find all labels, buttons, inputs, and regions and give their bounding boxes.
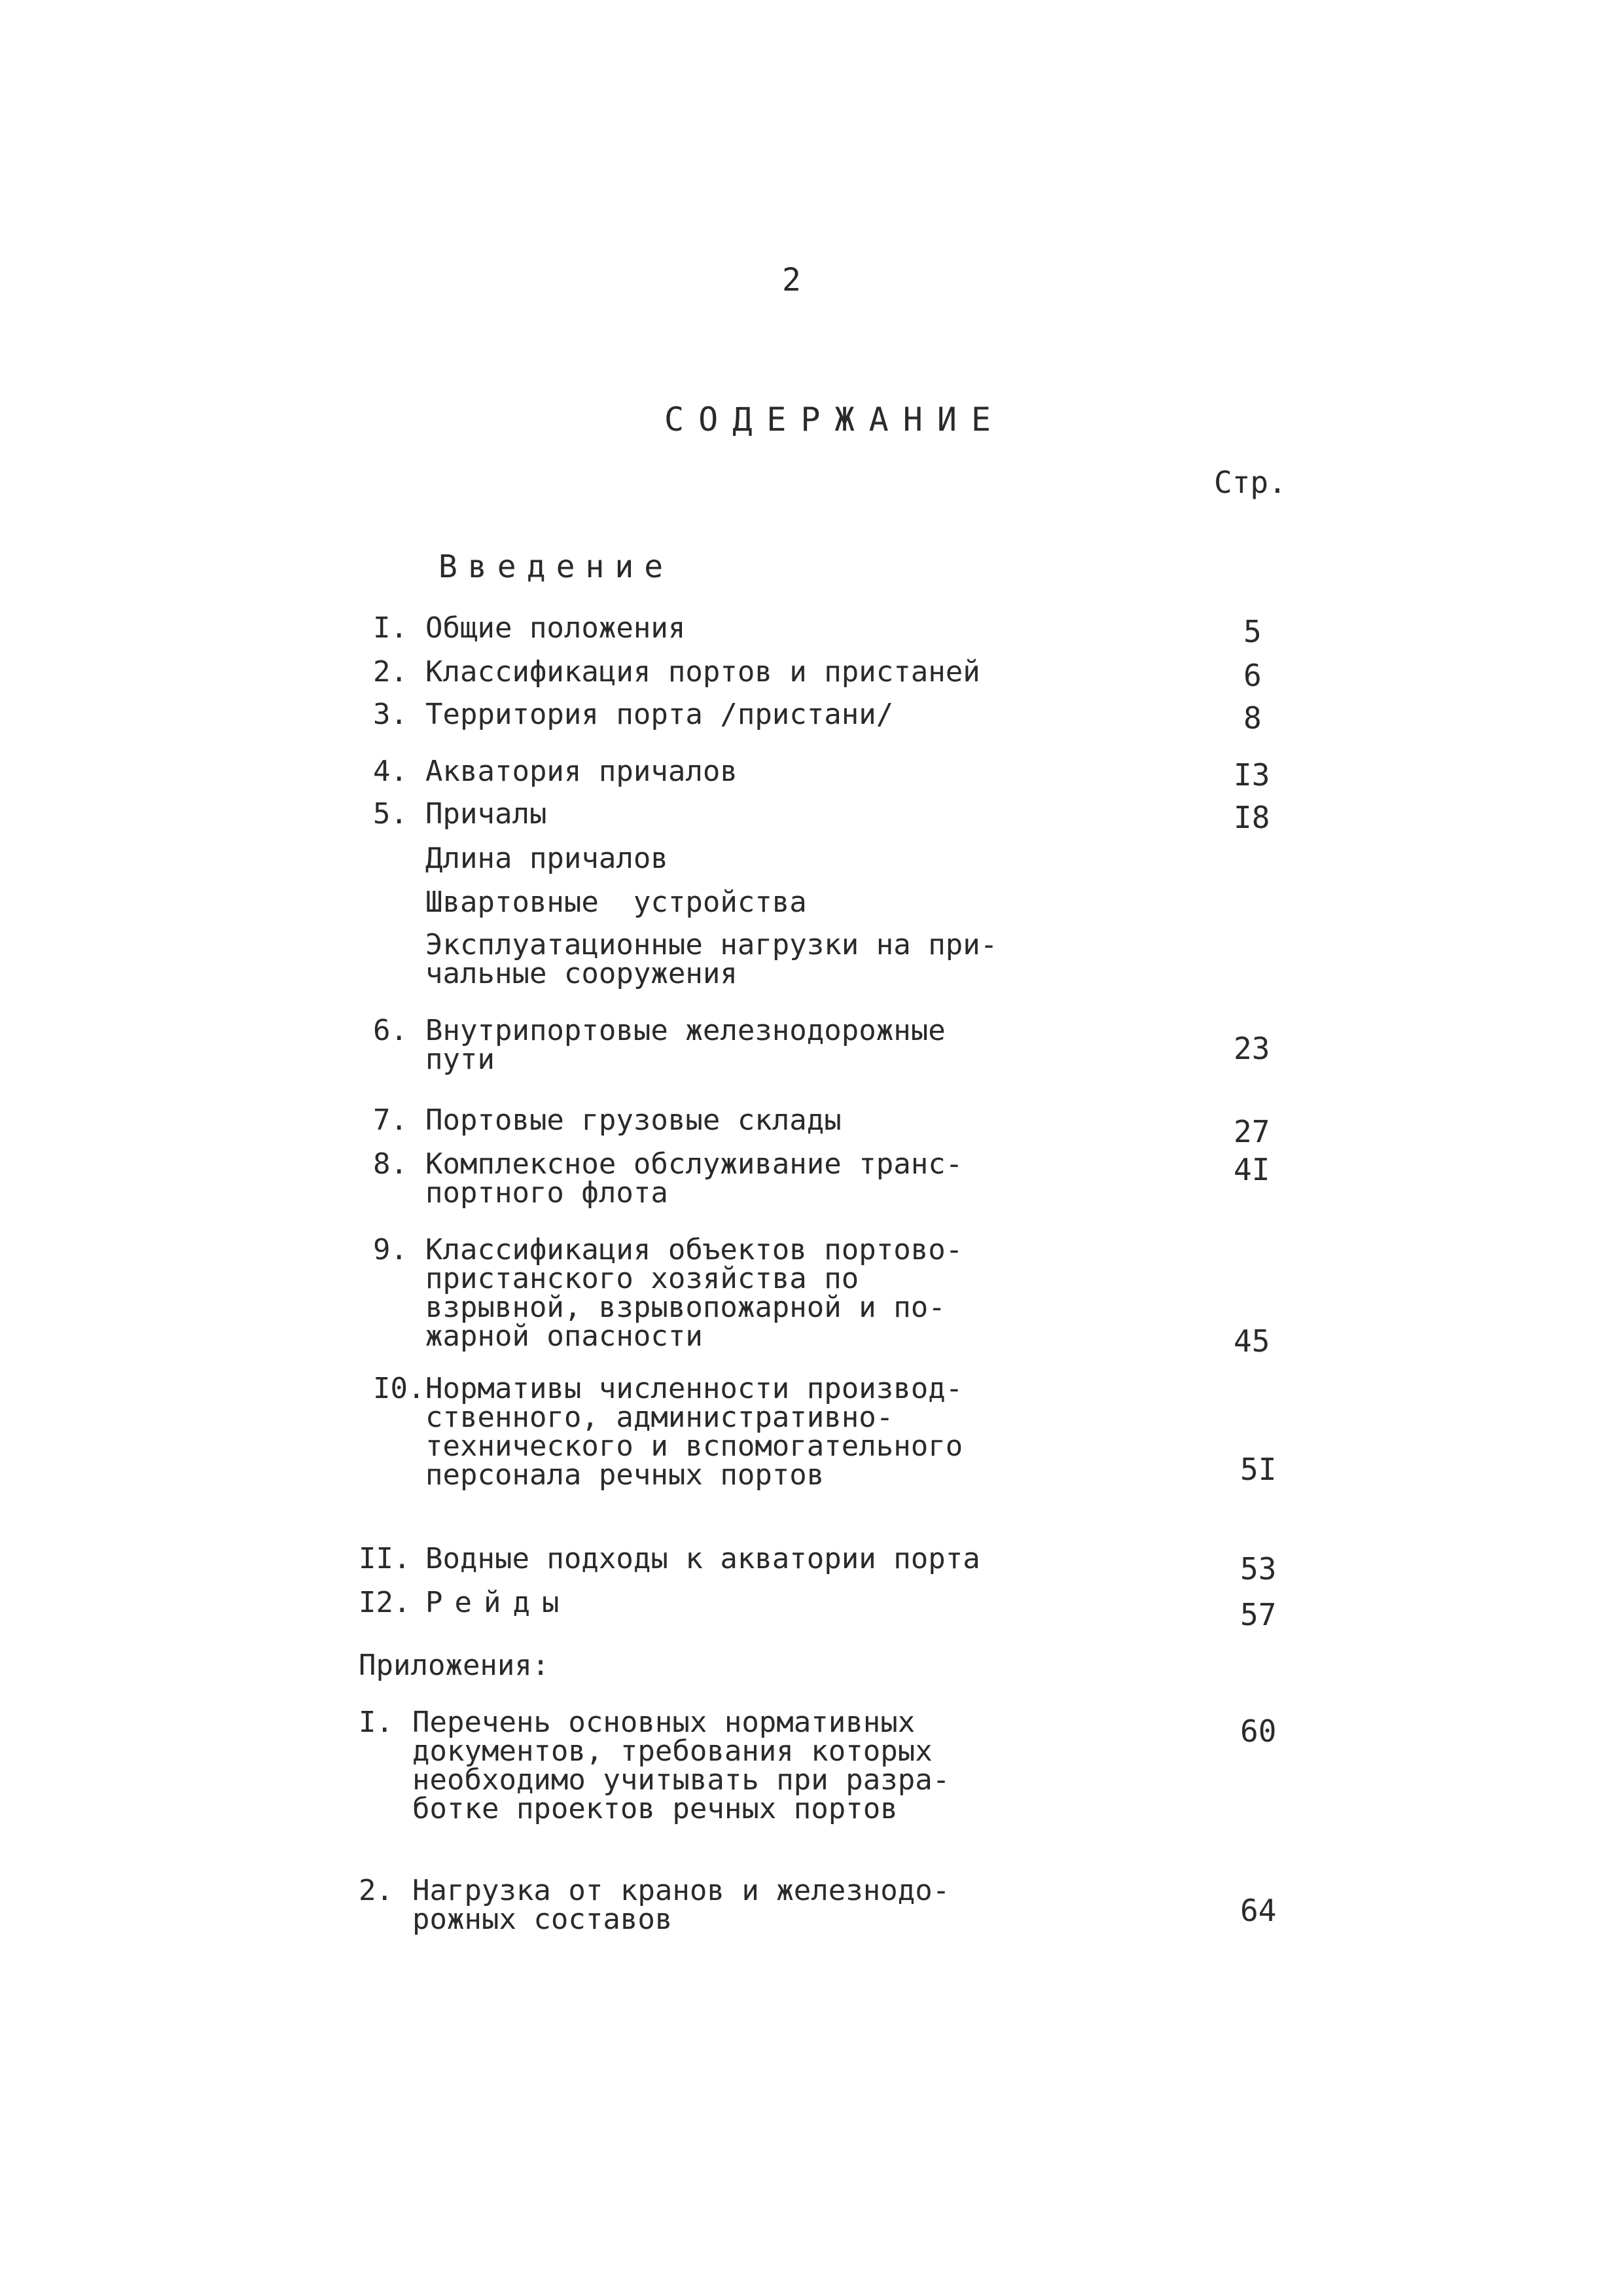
toc-entry-page: 57 [1240, 1597, 1277, 1632]
toc-entry-page: 53 [1240, 1551, 1277, 1587]
appendix-entry-page: 64 [1240, 1893, 1277, 1928]
toc-entry-text: Водные подходы к акватории порта [425, 1542, 980, 1575]
toc-entry-page: 23 [1234, 1031, 1270, 1066]
toc-entry-number: 2. [373, 655, 408, 689]
toc-entry-number: 9. [373, 1233, 408, 1266]
toc-subitem: Швартовные устройства [425, 886, 807, 919]
toc-entry-page: 27 [1234, 1114, 1270, 1149]
toc-entry-text: Классификация объектов портово- [425, 1233, 963, 1266]
toc-entry-number: 8. [373, 1147, 408, 1181]
appendix-heading: Приложения: [359, 1649, 550, 1682]
appendix-entry-text-continuation: документов, требования которых [412, 1734, 933, 1768]
appendix-entry-number: I. [359, 1706, 393, 1739]
toc-entry-number: I. [373, 611, 408, 645]
toc-entry-page: 5 [1243, 614, 1262, 649]
toc-entry-text-continuation: ственного, административно- [425, 1401, 894, 1434]
toc-entry-number: 5. [373, 797, 408, 831]
toc-entry-text: Классификация портов и пристаней [425, 655, 980, 689]
toc-entry-page: I3 [1234, 757, 1270, 793]
toc-entry-text: Комплексное обслуживание транс- [425, 1147, 963, 1181]
toc-entry-text: Внутрипортовые железнодорожные [425, 1014, 946, 1047]
appendix-entry-text: Нагрузка от кранов и железнодо- [412, 1874, 950, 1907]
toc-entry-text-continuation: взрывной, взрывопожарной и по- [425, 1291, 946, 1324]
toc-entry-text-continuation: технического и вспомогательного [425, 1429, 963, 1463]
toc-entry-text: Причалы [425, 797, 547, 831]
page-title: СОДЕРЖАНИЕ [664, 401, 1006, 439]
toc-entry-number: 3. [373, 698, 408, 731]
toc-entry-text: Рейды [425, 1586, 571, 1619]
toc-entry-text: Акватория причалов [425, 755, 738, 788]
toc-entry-text: Портовые грузовые склады [425, 1103, 842, 1137]
toc-entry-number: 4. [373, 755, 408, 788]
toc-entry-text-continuation: жарной опасности [425, 1319, 703, 1353]
toc-entry-text-continuation: портного флота [425, 1176, 668, 1210]
toc-subitem: Длина причалов [425, 842, 668, 875]
toc-entry-text: Территория порта /пристани/ [425, 698, 894, 731]
toc-entry-page: 45 [1234, 1323, 1270, 1359]
toc-entry-text: Общие положения [425, 611, 686, 645]
toc-entry-page: I8 [1234, 800, 1270, 835]
intro-heading: Введение [438, 548, 674, 585]
toc-entry-number: II. [359, 1542, 411, 1575]
toc-entry-page: 5I [1240, 1452, 1277, 1487]
toc-subitem: Эксплуатационные нагрузки на при- [425, 928, 998, 961]
toc-entry-text-continuation: персонала речных портов [425, 1458, 825, 1492]
page-number: 2 [782, 262, 801, 298]
toc-entry-number: 6. [373, 1014, 408, 1047]
toc-entry-number: I0. [373, 1372, 425, 1405]
appendix-entry-text-continuation: ботке проектов речных портов [412, 1792, 898, 1825]
toc-entry-text-continuation: пути [425, 1043, 495, 1076]
toc-entry-number: I2. [359, 1586, 411, 1619]
appendix-entry-page: 60 [1240, 1713, 1277, 1749]
appendix-entry-text-continuation: необходимо учитывать при разра- [412, 1763, 950, 1797]
appendix-entry-number: 2. [359, 1874, 393, 1907]
toc-entry-text: Нормативы численности производ- [425, 1372, 963, 1405]
appendix-entry-text: Перечень основных нормативных [412, 1706, 916, 1739]
appendix-entry-text-continuation: рожных составов [412, 1903, 673, 1936]
toc-entry-number: 7. [373, 1103, 408, 1137]
toc-entry-page: 6 [1243, 658, 1262, 693]
toc-subitem-continuation: чальные сооружения [425, 957, 738, 990]
toc-entry-page: 8 [1243, 700, 1262, 736]
page-column-label: Стр. [1214, 465, 1287, 500]
toc-entry-page: 4I [1234, 1152, 1270, 1187]
toc-entry-text-continuation: пристанского хозяйства по [425, 1262, 859, 1295]
